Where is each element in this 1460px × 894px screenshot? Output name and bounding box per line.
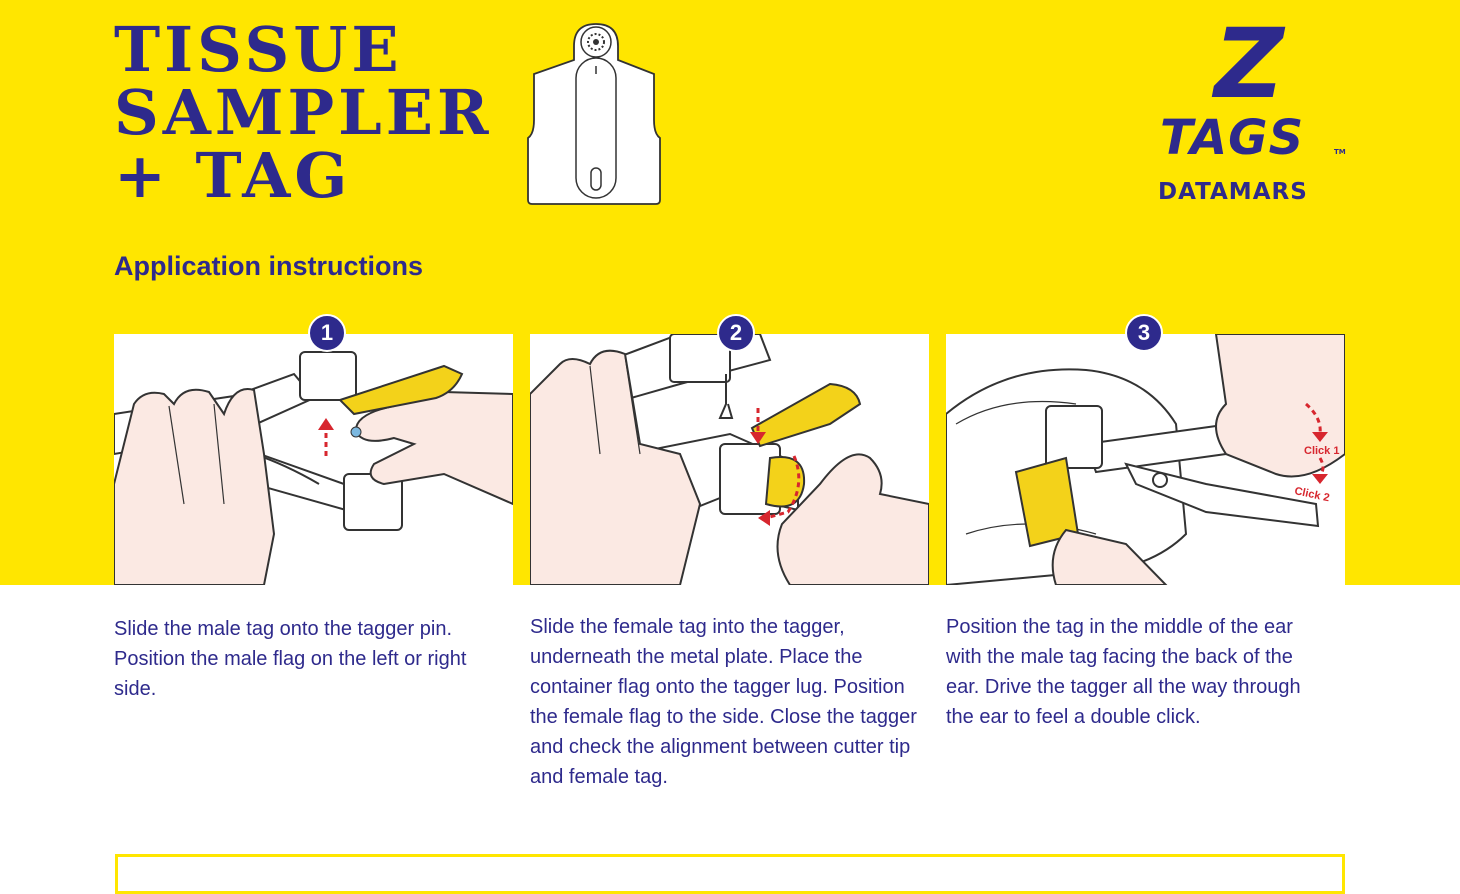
step-1-badge: 1 <box>308 314 346 352</box>
page-title <box>114 13 493 212</box>
logo-z-letter: Z <box>1214 8 1284 120</box>
step-1-text: Slide the male tag onto the tagger pin. Position the male flag on the left or right side. <box>114 618 467 700</box>
tagger-applying-ear-tag-icon <box>946 334 1345 585</box>
ear-tag-icon <box>526 16 666 208</box>
click-1-label: Click 1 <box>1304 445 1340 457</box>
click-2-label: Click 2 <box>1293 485 1331 505</box>
step-2-illustration <box>530 334 929 585</box>
title-line-1: TISSUE <box>114 13 403 86</box>
section-subtitle: Application instructions <box>114 251 424 281</box>
step-3-illustration <box>946 334 1345 585</box>
title-line-3: + TAG <box>114 139 352 212</box>
tagger-loading-female-tag-icon <box>530 334 929 585</box>
logo-trademark: TM <box>1334 148 1346 156</box>
step-2-badge: 2 <box>717 314 755 352</box>
bottom-info-box <box>115 854 1345 894</box>
step-3-badge: 3 <box>1125 314 1163 352</box>
step-1-illustration <box>114 334 513 585</box>
logo-wordmark: TAGS <box>1160 110 1305 166</box>
logo-company: DATAMARS <box>1158 179 1308 205</box>
tagger-loading-male-tag-icon <box>114 334 513 585</box>
step-3-text: Position the tag in the middle of the ear with the male tag facing the back of the ear. Drive the tagger all the way through the ear to feel a double click. <box>946 616 1301 728</box>
step-2-text: Slide the female tag into the tagger, underneath the metal plate. Place the container flag onto the tagger lug. Position the female flag to the side. Close the tagger and check the alignment between cutter tip and female tag. <box>530 616 917 788</box>
title-line-2: SAMPLER <box>114 76 493 149</box>
z-tags-datamars-logo <box>1150 8 1350 210</box>
